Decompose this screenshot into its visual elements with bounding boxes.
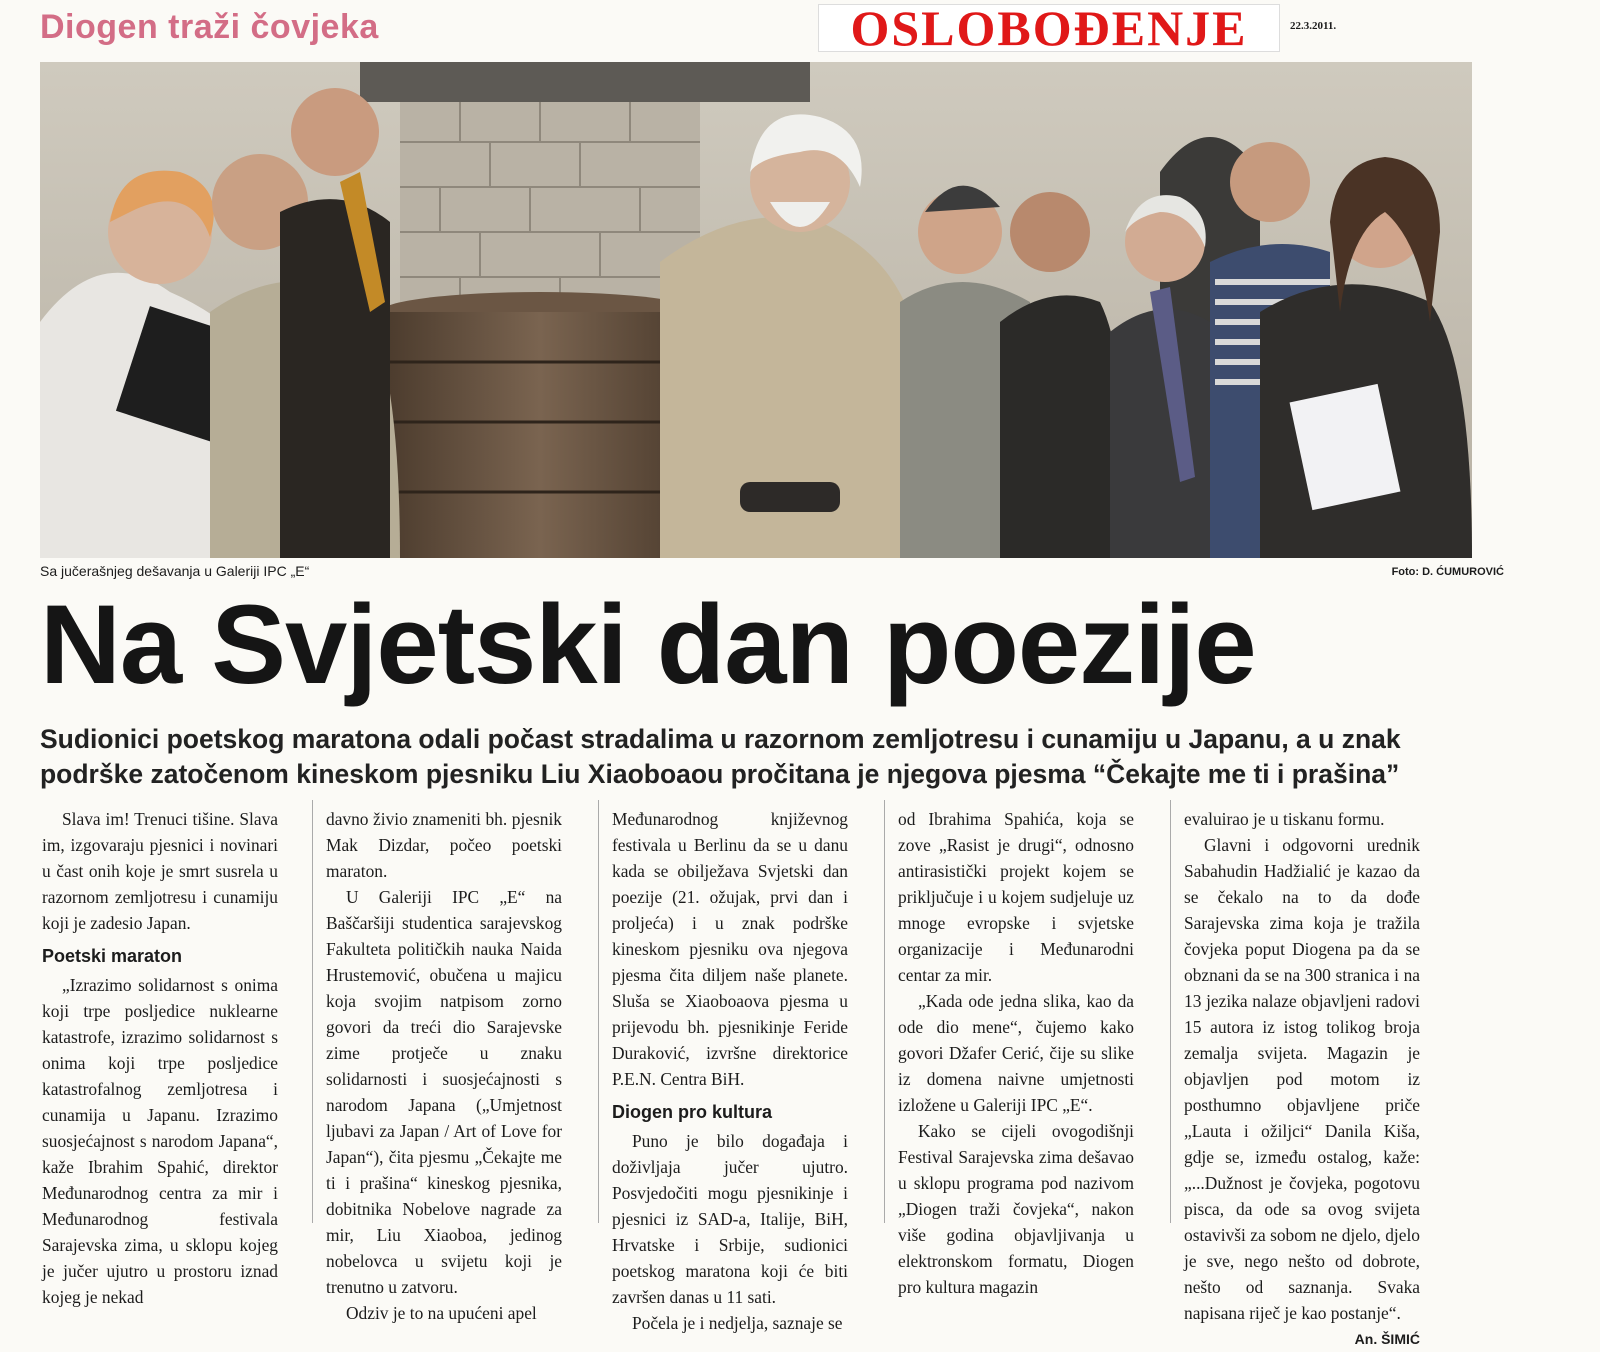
paragraph: Kako se cijeli ovogodišnji Festival Sarajevska zima dešavao u sklopu programa pod nazivom „Diogen traži čovjeka“, nakon više godina objavljivanja u elektronskom formatu, Diogen pro kultura magazin [898,1121,1134,1297]
paragraph: evaluirao je u tiskanu formu. [1184,809,1385,829]
column-rule [884,800,885,1223]
article-deck: Sudionici poetskog maratona odali počast stradalima u razornom zemljotresu i cunamiju u Japanu, a u znak podrške zatočenom kineskom pjesniku Liu Xiaoboaou pročitana je njegova pjesma “Čekajte me ti i prašina” [40,724,1401,789]
paragraph: Međunarodnog književnog festivala u Berlinu da se u danu kada se obilježava Svjetski dan poezije (21. ožujak, prvi dan i proljeća) i u znak podrške kineskom pjesniku ova njegova pjesma čita diljem naše planete. Sluša se Xiaoboaova pjesma u prijevodu bh. pjesnikinje Feride Duraković, izvršne direktorice P.E.N. Centra BiH. [612,809,848,1089]
window-frame [360,62,810,102]
paragraph: Slava im! Trenuci tišine. Slava im, izgovaraju pjesnici i novinari u čast onih koje je smrt susrela u razornom zemljotresu i cunamiju koji je zadesio Japan. [42,809,278,933]
paragraph: Puno je bilo događaja i doživljaja jučer ujutro. Posvjedočiti mogu pjesnikinje i pjesnici iz SAD-a, Italije, BiH, Hrvatske i Srbije, sudionici poetskog maratona koji će biti završen danas u 11 sati. [612,1131,848,1307]
column-rule [312,800,313,1223]
paragraph: Počela je i nedjelja, saznaje se [632,1313,843,1333]
article-column-2 [326,806,562,1326]
paragraph: davno živio znameniti bh. pjesnik Mak Dizdar, počeo poetski maraton. [326,809,562,881]
paragraph: od Ibrahima Spahića, koja se zove „Rasist je drugi“, odnosno antirasistički projekt kojem se priključuje i u kojem sudjeluje uz mnoge evropske i svjetske organizacije i Međunarodni centar za mir. [898,809,1134,985]
paragraph: Odziv je to na upućeni apel [346,1303,537,1323]
article-column-3 [612,806,848,1336]
paragraph: U Galeriji IPC „E“ na Baščaršiji studentica sarajevskog Fakulteta političkih nauka Naida Hrustemović, obučena u majicu koja svojim natpisom zorno govori da treći dio Sarajevske zime protječe u znaku solidarnosti i suosjećajnosti s narodom Japana („Umjetnost ljubavi za Japan / Art of Love for Japan“), čita pjesmu „Čekajte me ti i prašina“ kineskog pjesnika, dobitnika Nobelove nagrade za mir, Liu Xiaoboa, jedinog nobelovca u svijetu koji je trenutno u zatvoru. [326,887,562,1297]
paragraph: Glavni i odgovorni urednik Sabahudin Hadžialić je kazao da se čekalo na to da dođe Sarajevska zima koja je tražila čovjeka poput Diogena pa da se obznani da se na 300 stranica i na 13 jezika nalaze objavljeni radovi 15 autora iz istog tolikog broja zemalja svijeta. Magazin je objavljen pod motom iz posthumno objavljene priče „Lauta i ožiljci“ Danila Kiša, gdje se, između ostalog, kaže: „...Dužnost je čovjeka, pogotovu pisca, da ode sa ovog svijeta ostavivši za sobom ne djelo, djelo je sve, nego nešto od dobrote, nešto od saznanja. Svaka napisana riječ je kao postanje“. [1184,835,1420,1323]
article-headline: Na Svjetski dan poezije [40,582,1256,707]
subheading-poetski-maraton: Poetski maraton [42,946,183,966]
paragraph: „Kada ode jedna slika, kao da ode dio mene“, čujemo kako govori Džafer Cerić, čije su slike iz domena naivne umjetnosti izložene u Galeriji IPC „E“. [898,991,1134,1115]
column-rule [1170,800,1171,1223]
section-title: Diogen traži čovjeka [40,8,379,46]
issue-date: 22.3.2011. [1290,20,1337,32]
newspaper-masthead: OSLOBOĐENJE [818,4,1280,52]
barrel [380,312,700,558]
photo-caption: Sa jučerašnjeg dešavanja u Galeriji IPC „E“ [40,563,310,579]
group-photo [40,62,1472,558]
column-rule [598,800,599,1223]
photo-credit: Foto: D. ĆUMUROVIĆ [1391,566,1504,578]
article-column-1 [42,806,278,1310]
paragraph: „Izrazimo solidarnost s onima koji trpe posljedice nuklearne katastrofe, izrazimo solidarnost s onima koji trpe posljedice katastrofalnog zemljotresa i cunamija u Japanu. Izrazimo suosjećajnost s narodom Japana“, kaže Ibrahim Spahić, direktor Međunarodnog centra za mir i Međunarodnog festivala Sarajevska zima, u sklopu kojeg je jučer ujutro u prostoru iznad kojeg je nekad [42,975,278,1307]
subheading-diogen-pro-kultura: Diogen pro kultura [612,1102,773,1122]
article-column-4 [898,806,1134,1300]
author-byline: An. ŠIMIĆ [1354,1331,1420,1347]
article-column-5 [1184,806,1420,1352]
